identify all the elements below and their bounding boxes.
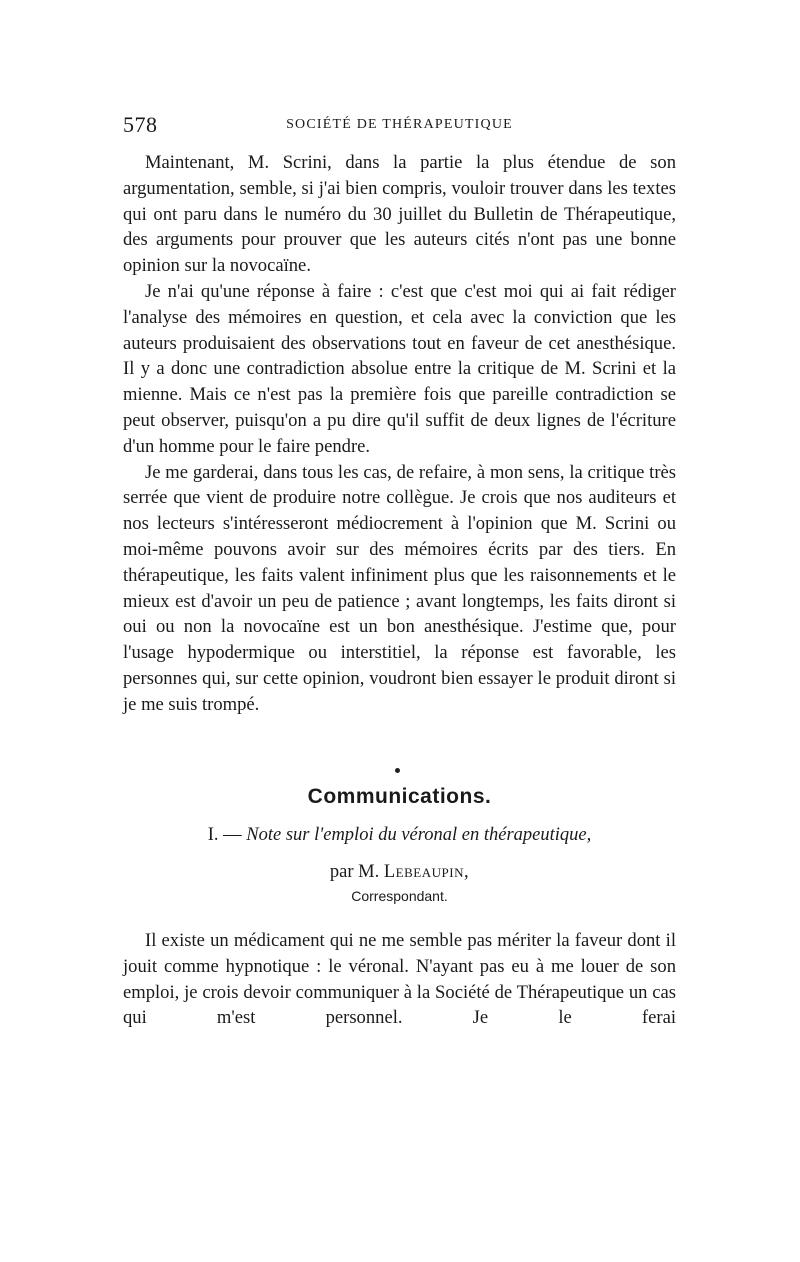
page-number: 578	[123, 112, 158, 137]
author-role: Correspondant.	[351, 888, 448, 904]
running-head	[123, 112, 676, 140]
ornament-dot	[395, 768, 400, 773]
paragraph: Je n'ai qu'une réponse à faire : c'est que c'est moi qui ai fait rédiger l'analyse des mémoires en question, et cela avec la conviction que les auteurs produisaient des observations tout en faveur de cet anesthésique. Il y a donc une contradiction absolue entre la critique de M. Scrini et la mienne. Mais ce n'est pas la première fois que pareille contradiction se peut observer, puisqu'on a pu dire qu'il suffit de deux lignes de l'écriture d'un homme pour le faire pendre.	[123, 280, 676, 457]
paragraph: Maintenant, M. Scrini, dans la partie la plus étendue de son argumentation, semble, si j'ai bien compris, vouloir trouver dans les textes qui ont paru dans le numéro du 30 juillet du Bulletin de Thérapeutique, des arguments pour prouver que les auteurs cités n'ont pas une bonne opinion sur la novocaïne.	[123, 152, 676, 277]
section-heading: Communications.	[307, 785, 492, 808]
author-name: Lebeaupin,	[383, 862, 470, 882]
body-text-block	[123, 928, 676, 1031]
body-text-block	[123, 150, 676, 718]
article-title	[123, 825, 676, 846]
author-prefix: par M.	[329, 862, 380, 882]
article-number: I. —	[207, 825, 242, 845]
paragraph: Je me garderai, dans tous les cas, de refaire, à mon sens, la critique très serrée que vient de produire notre collègue. Je crois que nos auditeurs et nos lecteurs s'intéresseront médiocrement à l'opinion que M. Scrini ou moi-même pouvons avoir sur des mémoires écrits par des tiers. En thérapeutique, les faits valent infiniment plus que les raisonnements et le mieux est d'avoir un peu de patience ; avant longtemps, les faits diront si oui ou non la novocaïne est un bon anesthésique. J'estime que, pour l'usage hypodermique ou interstitiel, la réponse est favorable, les personnes qui, sur cette opinion, voudront bien essayer le produit diront si je me suis trompé.	[123, 461, 676, 715]
running-head-title: SOCIÉTÉ DE THÉRAPEUTIQUE	[286, 117, 513, 132]
article-title-text: Note sur l'emploi du véronal en thérapeutique,	[246, 825, 592, 845]
paragraph: Il existe un médicament qui ne me semble pas mériter la faveur dont il jouit comme hypnotique : le véronal. N'ayant pas eu à me louer de son emploi, je crois devoir communiquer à la Société de Thérapeutique un cas qui m'est personnel. Je le ferai	[123, 930, 676, 1029]
author-byline	[123, 862, 676, 883]
